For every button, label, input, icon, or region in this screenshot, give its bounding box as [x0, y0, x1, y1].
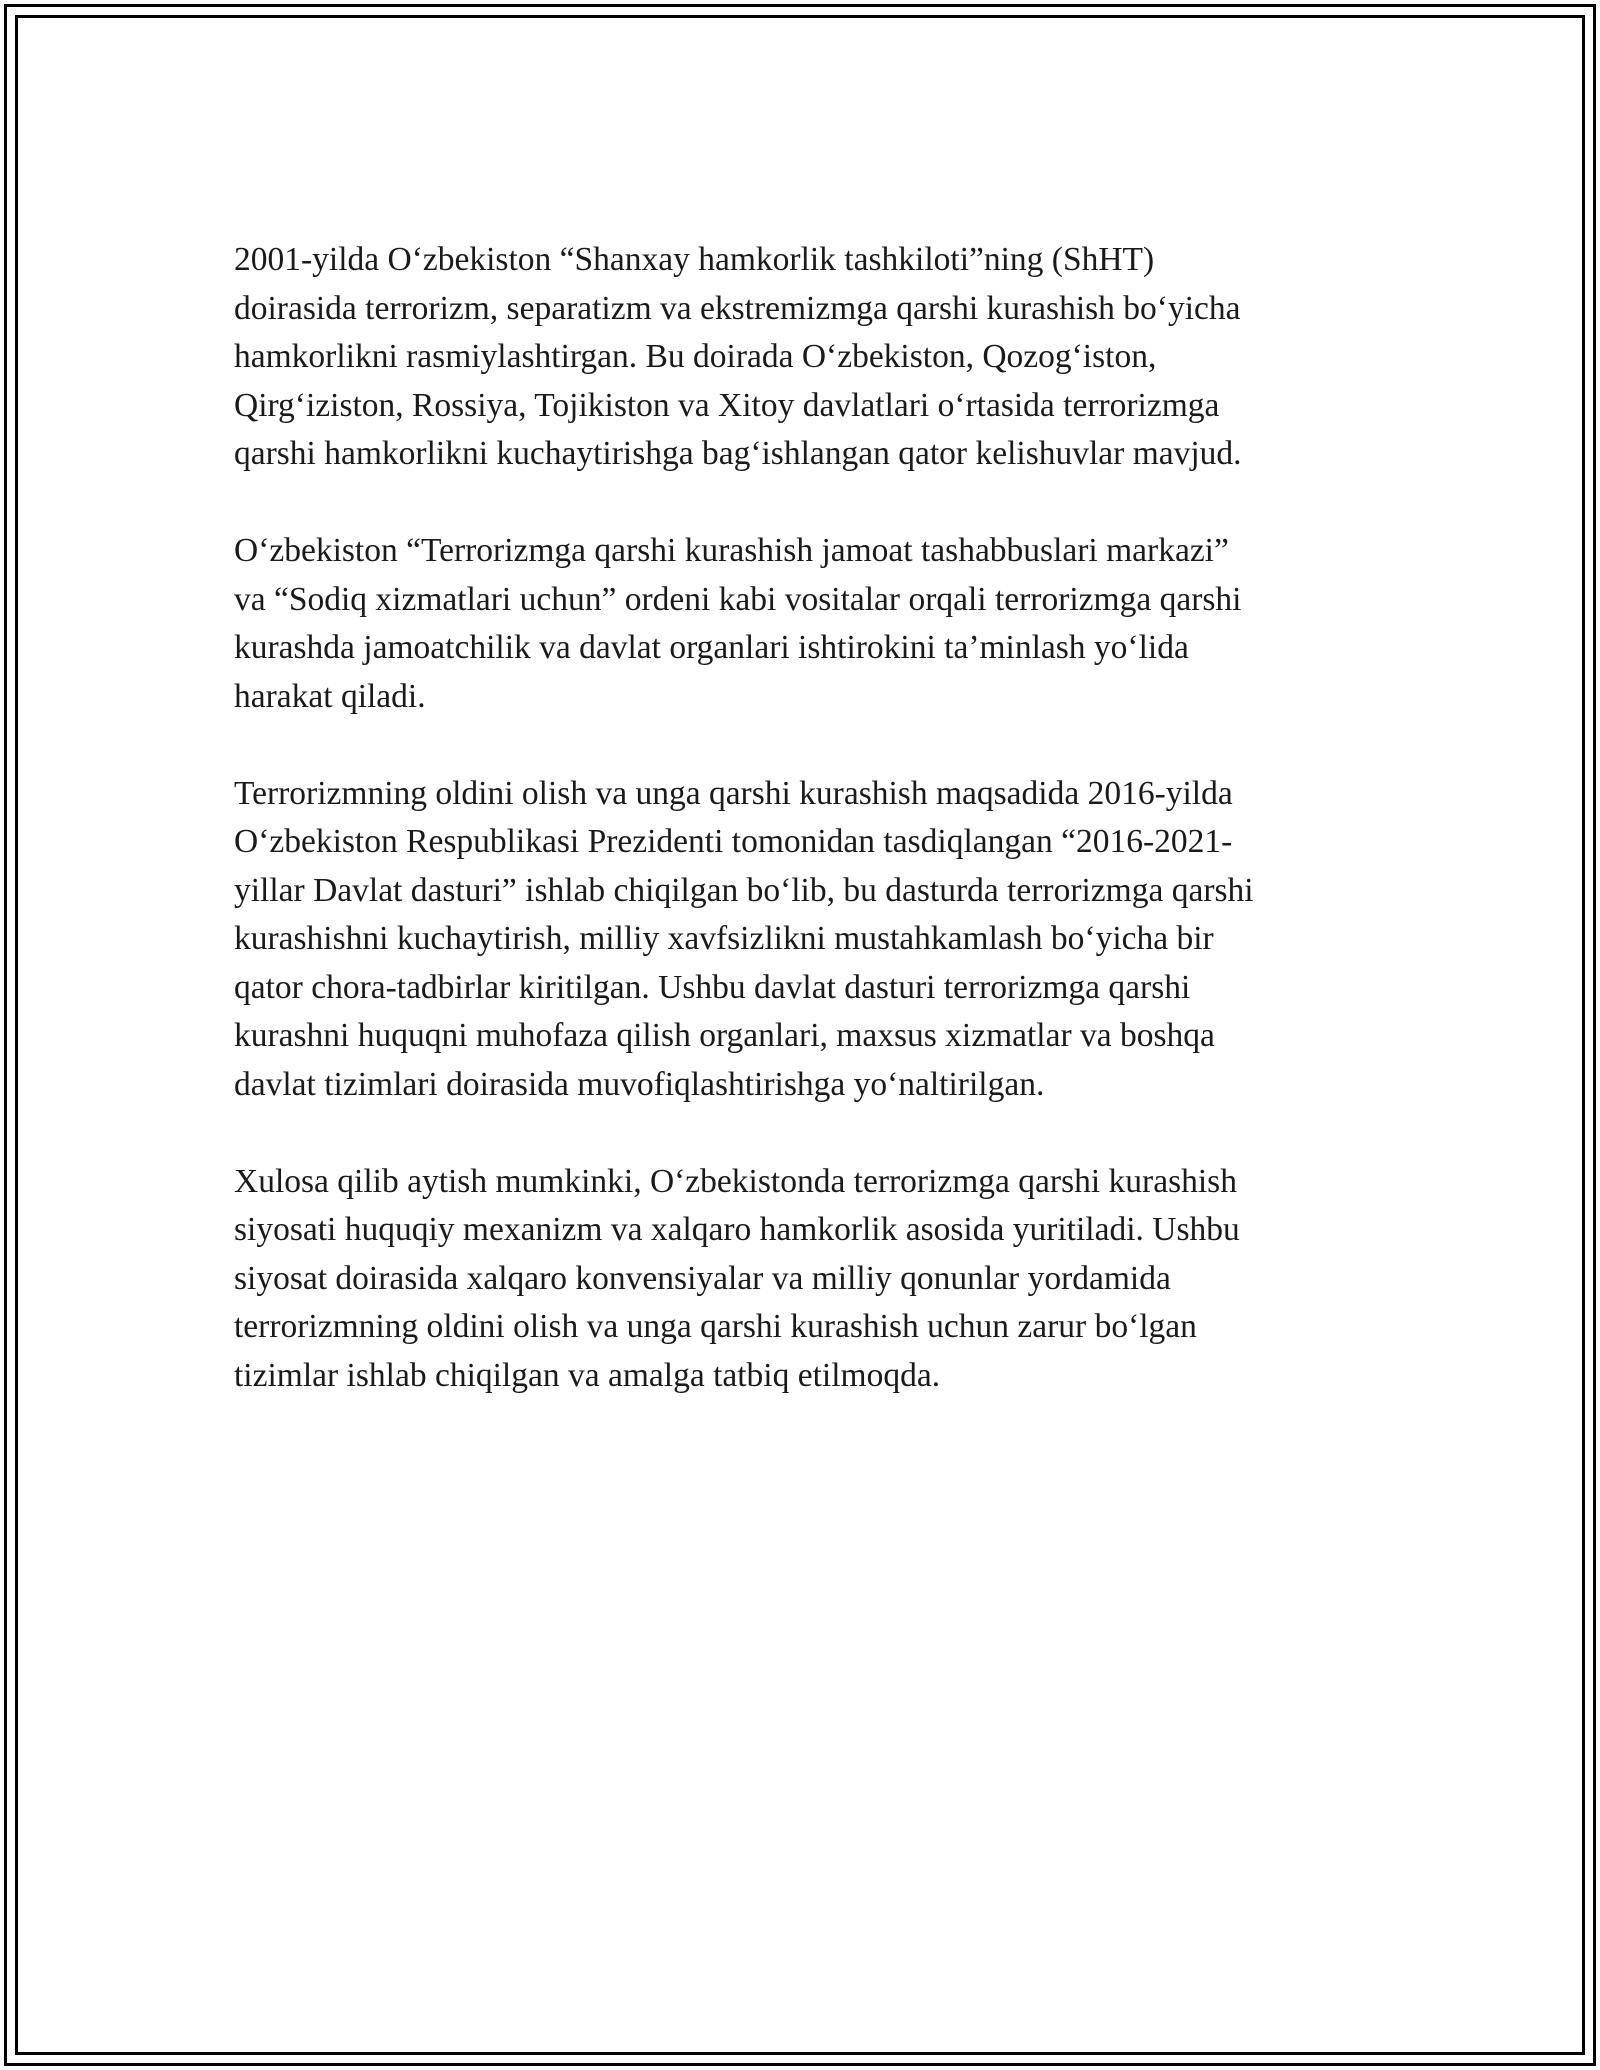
text-line: tizimlar ishlab chiqilgan va amalga tatbiq etilmoqda. — [234, 1356, 941, 1394]
text-line: Terrorizmning oldini olish va unga qarshi kurashish maqsadida 2016-yilda — [234, 774, 1233, 812]
text-line: qator chora-tadbirlar kiritilgan. Ushbu davlat dasturi terrorizmga qarshi — [234, 968, 1191, 1006]
text-line: O‘zbekiston Respublikasi Prezidenti tomonidan tasdiqlangan “2016-2021- — [234, 823, 1233, 860]
text-line: doirasida terrorizm, separatizm va ekstremizmga qarshi kurashish bo‘yicha — [234, 289, 1241, 327]
document-body — [234, 236, 1374, 1449]
paragraph-public-initiatives — [234, 527, 1374, 721]
text-line: terrorizmning oldini olish va unga qarshi kurashish uchun zarur bo‘lgan — [234, 1308, 1197, 1345]
text-line: hamkorlikni rasmiylashtirgan. Bu doirada O‘zbekiston, Qozog‘iston, — [234, 338, 1157, 375]
text-line: harakat qiladi. — [234, 677, 426, 715]
text-line: Qirg‘iziston, Rossiya, Tojikiston va Xitoy davlatlari o‘rtasida terrorizmga — [234, 386, 1220, 424]
text-line: siyosat doirasida xalqaro konvensiyalar va milliy qonunlar yordamida — [234, 1259, 1171, 1297]
text-line: kurashni huquqni muhofaza qilish organlari, maxsus xizmatlar va boshqa — [234, 1017, 1215, 1054]
text-line: kurashda jamoatchilik va davlat organlari ishtirokini ta’minlash yo‘lida — [234, 629, 1189, 666]
text-line: 2001-yilda O‘zbekiston “Shanxay hamkorlik tashkiloti”ning (ShHT) — [234, 241, 1155, 278]
text-line: Xulosa qilib aytish mumkinki, O‘zbekistonda terrorizmga qarshi kurashish — [234, 1162, 1237, 1200]
text-line: O‘zbekiston “Terrorizmga qarshi kurashish jamoat tashabbuslari markazi” — [234, 532, 1229, 569]
paragraph-conclusion — [234, 1158, 1374, 1401]
text-line: yillar Davlat dasturi” ishlab chiqilgan bo‘lib, bu dasturda terrorizmga qarshi — [234, 871, 1254, 909]
paragraph-sco-cooperation — [234, 236, 1374, 479]
text-line: va “Sodiq xizmatlari uchun” ordeni kabi vositalar orqali terrorizmga qarshi — [234, 580, 1242, 618]
paragraph-state-program — [234, 770, 1374, 1110]
text-line: qarshi hamkorlikni kuchaytirishga bag‘ishlangan qator kelishuvlar mavjud. — [234, 435, 1242, 472]
text-line: davlat tizimlari doirasida muvofiqlashtirishga yo‘naltirilgan. — [234, 1065, 1045, 1103]
text-line: siyosati huquqiy mexanizm va xalqaro hamkorlik asosida yuritiladi. Ushbu — [234, 1211, 1240, 1248]
text-line: kurashishni kuchaytirish, milliy xavfsizlikni mustahkamlash bo‘yicha bir — [234, 920, 1214, 957]
